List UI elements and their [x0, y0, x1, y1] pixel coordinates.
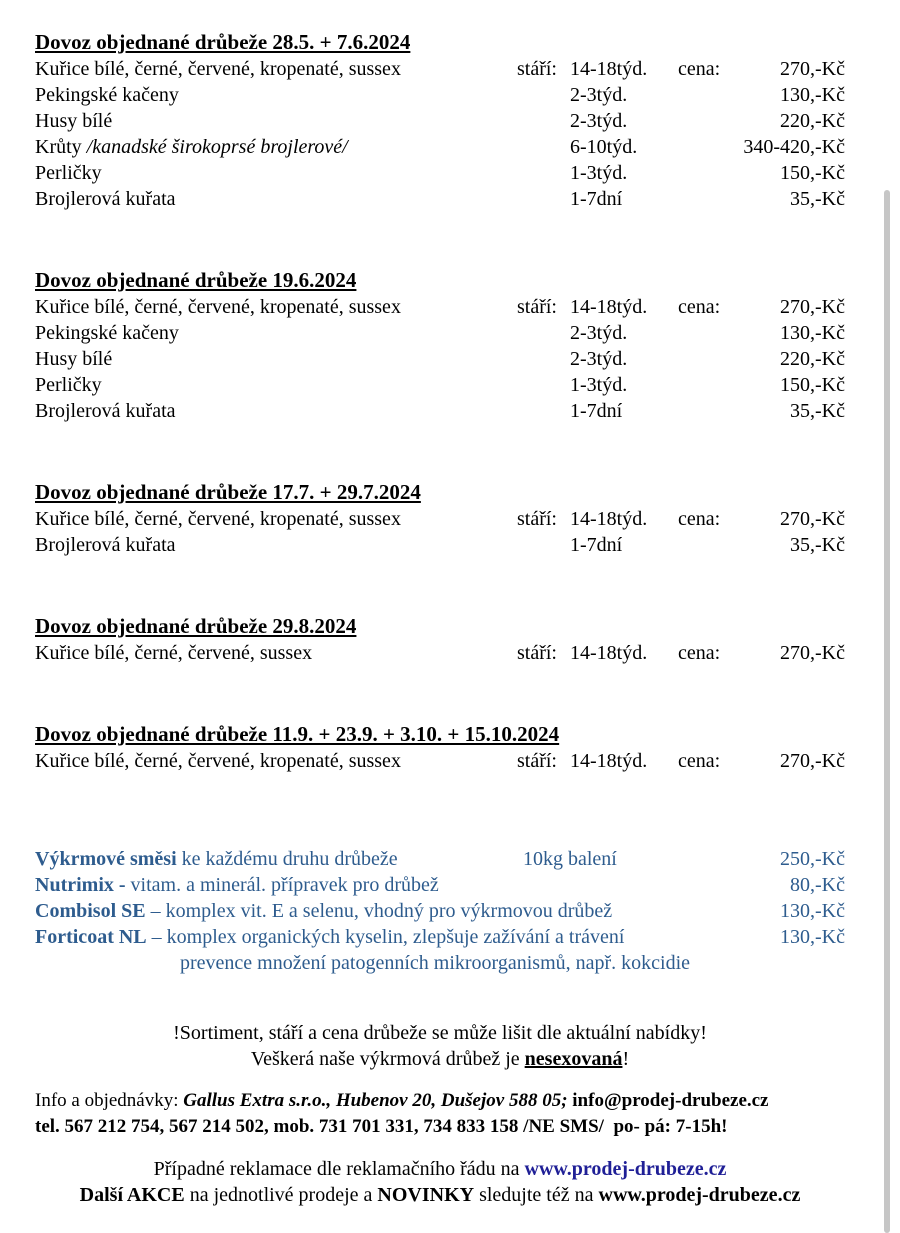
price-value: 220,-Kč — [780, 110, 845, 132]
contact-phone-line: tel. 567 212 754, 567 214 502, mob. 731 701 331, 734 833 158 /NE SMS/ po- pá: 7-15h! — [35, 1116, 728, 1137]
feed-product-desc: – komplex organických kyselin, zlepšuje zažívání a trávení — [146, 926, 625, 948]
feed-product-name — [35, 872, 523, 898]
section-import-1 — [35, 28, 845, 212]
footer-claims-line — [35, 1156, 845, 1182]
product-name-italic: /kanadské širokoprsé brojlerové/ — [86, 136, 348, 158]
age-label: stáří: — [517, 750, 557, 772]
price-label — [678, 160, 738, 186]
price-label: cena: — [678, 58, 721, 80]
feed-products-block — [35, 846, 845, 976]
price-value: 130,-Kč — [780, 322, 845, 344]
footer-promo-novinky: NOVINKY — [377, 1184, 475, 1206]
table-row — [35, 532, 845, 558]
product-name: Perličky — [35, 374, 102, 396]
price-value: 150,-Kč — [780, 374, 845, 396]
age-value: 1-3týd. — [570, 162, 628, 184]
age-value: 6-10týd. — [570, 136, 638, 158]
price-label — [678, 346, 738, 372]
price-label: cena: — [678, 508, 721, 530]
price-value: 80,-Kč — [790, 874, 845, 896]
note-line-2 — [35, 1046, 845, 1072]
age-value: 14-18týd. — [570, 296, 648, 318]
feed-product-package: 10kg balení — [523, 848, 617, 870]
product-name-text: Krůty — [35, 136, 87, 158]
price-label — [678, 532, 738, 558]
assortment-notes — [35, 1020, 845, 1072]
footer-promo-line — [35, 1182, 845, 1208]
product-name: Perličky — [35, 162, 102, 184]
contact-email: info@prodej-drubeze.cz — [567, 1090, 769, 1111]
age-value: 2-3týd. — [570, 348, 628, 370]
feed-product-desc: ke každému druhu drůbeže — [176, 848, 398, 870]
section-heading: Dovoz objednané drůbeže 28.5. + 7.6.2024 — [35, 30, 411, 54]
product-name: Kuřice bílé, černé, červené, kropenaté, sussex — [35, 296, 401, 318]
product-name: Kuřice bílé, černé, červené, sussex — [35, 642, 313, 664]
product-name: Pekingské kačeny — [35, 322, 179, 344]
section-import-3 — [35, 478, 845, 558]
contact-block — [35, 1088, 845, 1140]
product-name: Brojlerová kuřata — [35, 188, 176, 210]
age-label: stáří: — [517, 642, 557, 664]
price-label — [678, 186, 738, 212]
note-line-2-suffix: ! — [622, 1048, 630, 1070]
age-value: 1-7dní — [570, 188, 623, 210]
section-heading: Dovoz objednané drůbeže 29.8.2024 — [35, 614, 357, 638]
age-label — [517, 372, 570, 398]
age-label — [517, 532, 570, 558]
age-value: 14-18týd. — [570, 642, 648, 664]
price-value: 130,-Kč — [780, 84, 845, 106]
feed-product-row — [35, 898, 845, 924]
company-name-address: Gallus Extra s.r.o., Hubenov 20, Dušejov 588 05; — [183, 1090, 568, 1111]
price-label — [678, 82, 738, 108]
product-name — [35, 134, 517, 160]
table-row — [35, 748, 845, 774]
feed-product-desc: – komplex vit. E a selenu, vhodný pro výkrmovou drůbež — [145, 900, 613, 922]
price-value: 35,-Kč — [790, 400, 845, 422]
product-name: Kuřice bílé, černé, červené, kropenaté, sussex — [35, 58, 401, 80]
price-label — [678, 108, 738, 134]
contact-info-prefix: Info a objednávky: — [35, 1090, 184, 1111]
price-value: 270,-Kč — [780, 508, 845, 530]
price-value: 35,-Kč — [790, 534, 845, 556]
feed-product-row — [35, 872, 845, 898]
age-label — [517, 320, 570, 346]
age-label — [517, 346, 570, 372]
product-name: Husy bílé — [35, 348, 113, 370]
feed-product-brand: Forticoat NL — [35, 926, 147, 948]
note-line-2-emphasis: nesexovaná — [524, 1048, 623, 1070]
feed-product-brand: Výkrmové směsi — [35, 848, 177, 870]
note-line-2-text: Veškerá naše výkrmová drůbež je — [250, 1048, 525, 1070]
price-label — [678, 398, 738, 424]
age-value: 2-3týd. — [570, 84, 628, 106]
age-value: 14-18týd. — [570, 750, 648, 772]
age-value: 14-18týd. — [570, 58, 648, 80]
feed-product-note: prevence množení patogenních mikroorganismů, např. kokcidie — [180, 952, 691, 974]
age-value: 1-7dní — [570, 534, 623, 556]
price-value: 130,-Kč — [780, 926, 845, 948]
table-row — [35, 56, 845, 82]
age-value: 1-3týd. — [570, 374, 628, 396]
product-name: Pekingské kačeny — [35, 84, 179, 106]
table-row — [35, 160, 845, 186]
website-link[interactable]: www.prodej-drubeze.cz — [524, 1158, 727, 1180]
age-value: 14-18týd. — [570, 508, 648, 530]
price-value: 35,-Kč — [790, 188, 845, 210]
product-name: Kuřice bílé, černé, červené, kropenaté, sussex — [35, 508, 401, 530]
age-label: stáří: — [517, 296, 557, 318]
price-value: 220,-Kč — [780, 348, 845, 370]
age-value: 1-7dní — [570, 400, 623, 422]
section-import-5 — [35, 720, 845, 774]
section-import-4 — [35, 612, 845, 666]
table-row — [35, 108, 845, 134]
price-value: 130,-Kč — [780, 900, 845, 922]
product-name: Brojlerová kuřata — [35, 534, 176, 556]
price-label — [678, 320, 738, 346]
table-row — [35, 506, 845, 532]
price-label — [678, 372, 738, 398]
price-value: 340-420,-Kč — [743, 136, 845, 158]
footer-promo-text-2: sledujte též na — [474, 1184, 599, 1206]
table-row — [35, 186, 845, 212]
section-heading: Dovoz objednané drůbeže 11.9. + 23.9. + 3.10. + 15.10.2024 — [35, 722, 560, 746]
price-value: 270,-Kč — [780, 58, 845, 80]
feed-product-name — [35, 846, 523, 872]
footer-promo-akce: Další AKCE — [79, 1184, 185, 1206]
age-label: stáří: — [517, 58, 557, 80]
price-value: 270,-Kč — [780, 296, 845, 318]
footer-block — [35, 1156, 845, 1208]
table-row — [35, 398, 845, 424]
feed-product-desc: vitam. a minerál. přípravek pro drůbež — [125, 874, 439, 896]
age-value: 2-3týd. — [570, 110, 628, 132]
age-label — [517, 160, 570, 186]
feed-product-row — [35, 924, 845, 950]
age-label: stáří: — [517, 508, 557, 530]
footer-website-text: www.prodej-drubeze.cz — [598, 1184, 801, 1206]
price-label: cena: — [678, 642, 721, 664]
price-label: cena: — [678, 296, 721, 318]
section-import-2 — [35, 266, 845, 424]
table-row — [35, 640, 845, 666]
table-row — [35, 294, 845, 320]
table-row — [35, 82, 845, 108]
product-name: Brojlerová kuřata — [35, 400, 176, 422]
section-heading: Dovoz objednané drůbeže 17.7. + 29.7.2024 — [35, 480, 421, 504]
feed-product-brand: Combisol SE — [35, 900, 146, 922]
age-label — [517, 186, 570, 212]
note-line-1: !Sortiment, stáří a cena drůbeže se může lišit dle aktuální nabídky! — [173, 1022, 707, 1044]
feed-product-name — [35, 924, 624, 950]
age-value: 2-3týd. — [570, 322, 628, 344]
feed-product-brand: Nutrimix - — [35, 874, 126, 896]
contact-info-line — [35, 1088, 845, 1114]
vertical-scrollbar-thumb[interactable] — [884, 190, 890, 1233]
table-row — [35, 134, 845, 160]
age-label — [517, 398, 570, 424]
price-value: 270,-Kč — [780, 750, 845, 772]
age-label — [517, 108, 570, 134]
price-label — [678, 134, 738, 160]
feed-product-name — [35, 898, 612, 924]
section-heading: Dovoz objednané drůbeže 19.6.2024 — [35, 268, 357, 292]
feed-product-row — [35, 846, 845, 872]
price-label: cena: — [678, 750, 721, 772]
table-row — [35, 372, 845, 398]
age-label — [517, 82, 570, 108]
price-value: 250,-Kč — [780, 848, 845, 870]
product-name: Kuřice bílé, černé, červené, kropenaté, sussex — [35, 750, 401, 772]
price-value: 150,-Kč — [780, 162, 845, 184]
footer-claims-text: Případné reklamace dle reklamačního řádu na — [153, 1158, 525, 1180]
age-label — [517, 134, 570, 160]
product-name: Husy bílé — [35, 110, 113, 132]
table-row — [35, 346, 845, 372]
table-row — [35, 320, 845, 346]
footer-promo-text-1: na jednotlivé prodeje a — [184, 1184, 378, 1206]
price-value: 270,-Kč — [780, 642, 845, 664]
